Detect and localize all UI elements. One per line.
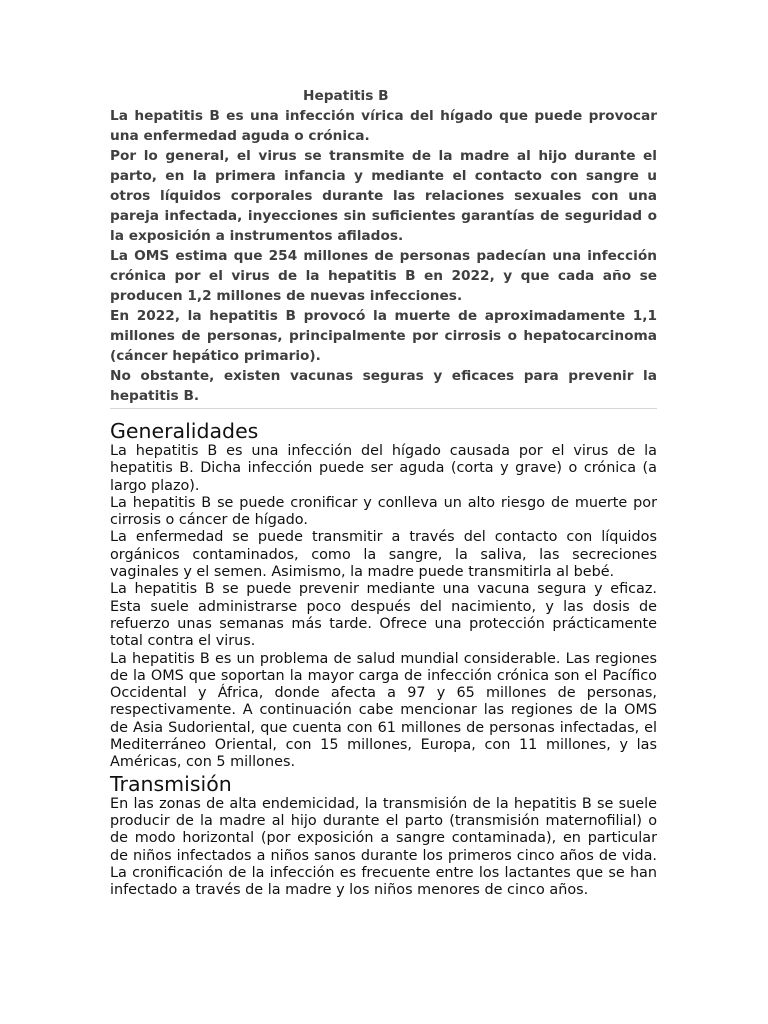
section-heading: Generalidades xyxy=(110,419,259,443)
section-paragraph: La hepatitis B se puede cronificar y conlleva un alto riesgo de muerte por cirrosis o cáncer de hígado. xyxy=(110,494,657,529)
intro-paragraph: La hepatitis B es una infección vírica del hígado que puede provocar una enfermedad aguda o crónica. xyxy=(110,108,657,144)
section-generalidades xyxy=(110,419,657,772)
section-divider xyxy=(110,408,657,409)
intro-paragraph: La OMS estima que 254 millones de personas padecían una infección crónica por el virus de la hepatitis B en 2022, y que cada año se producen 1,2 millones de nuevas infecciones. xyxy=(110,248,657,304)
intro-paragraph: En 2022, la hepatitis B provocó la muerte de aproximadamente 1,1 millones de personas, principalmente por cirrosis o hepatocarcinoma (cáncer hepático primario). xyxy=(110,308,657,364)
section-transmision xyxy=(110,772,657,900)
section-paragraph: La hepatitis B se puede prevenir mediante una vacuna segura y eficaz. Esta suele administrarse poco después del nacimiento, y las dosis de refuerzo unas semanas más tarde. Ofrece una protección prácticamente total contra el virus. xyxy=(110,581,657,650)
document-title: Hepatitis B xyxy=(303,88,389,104)
section-paragraph: La enfermedad se puede transmitir a través del contacto con líquidos orgánicos contaminados, como la sangre, la saliva, las secreciones vaginales y el semen. Asimismo, la madre puede transmitirla al bebé. xyxy=(110,529,657,581)
section-heading: Transmisión xyxy=(110,771,232,796)
intro-paragraph: No obstante, existen vacunas seguras y eficaces para prevenir la hepatitis B. xyxy=(110,368,657,404)
document-page xyxy=(110,86,657,899)
intro-paragraph: Por lo general, el virus se transmite de la madre al hijo durante el parto, en la primera infancia y mediante el contacto con sangre u otros líquidos corporales durante las relaciones sexuales con una pareja infectada, inyecciones sin suficientes garantías de seguridad o la exposición a instrumentos afilados. xyxy=(110,148,657,244)
section-paragraph: La hepatitis B es una infección del hígado causada por el virus de la hepatitis B. Dicha infección puede ser aguda (corta y grave) o crónica (a largo plazo). xyxy=(110,443,657,494)
section-paragraph: La hepatitis B es un problema de salud mundial considerable. Las regiones de la OMS que soportan la mayor carga de infección crónica son el Pacífico Occidental y África, donde afecta a 97 y 65 millones de personas, respectivamente. A continuación cabe mencionar las regiones de la OMS de Asia Sudoriental, que cuenta con 61 millones de personas infectadas, el Mediterráneo Oriental, con 15 millones, Europa, con 11 millones, y las Américas, con 5 millones. xyxy=(110,650,657,771)
intro-block xyxy=(110,86,657,406)
section-paragraph: En las zonas de alta endemicidad, la transmisión de la hepatitis B se suele producir de la madre al hijo durante el parto (transmisión maternofilial) o de modo horizontal (por exposición a sangre contaminada), en particular de niños infectados a niños sanos durante los primeros cinco años de vida. La cronificación de la infección es frecuente entre los lactantes que se han infectado a través de la madre y los niños menores de cinco años. xyxy=(110,795,657,899)
